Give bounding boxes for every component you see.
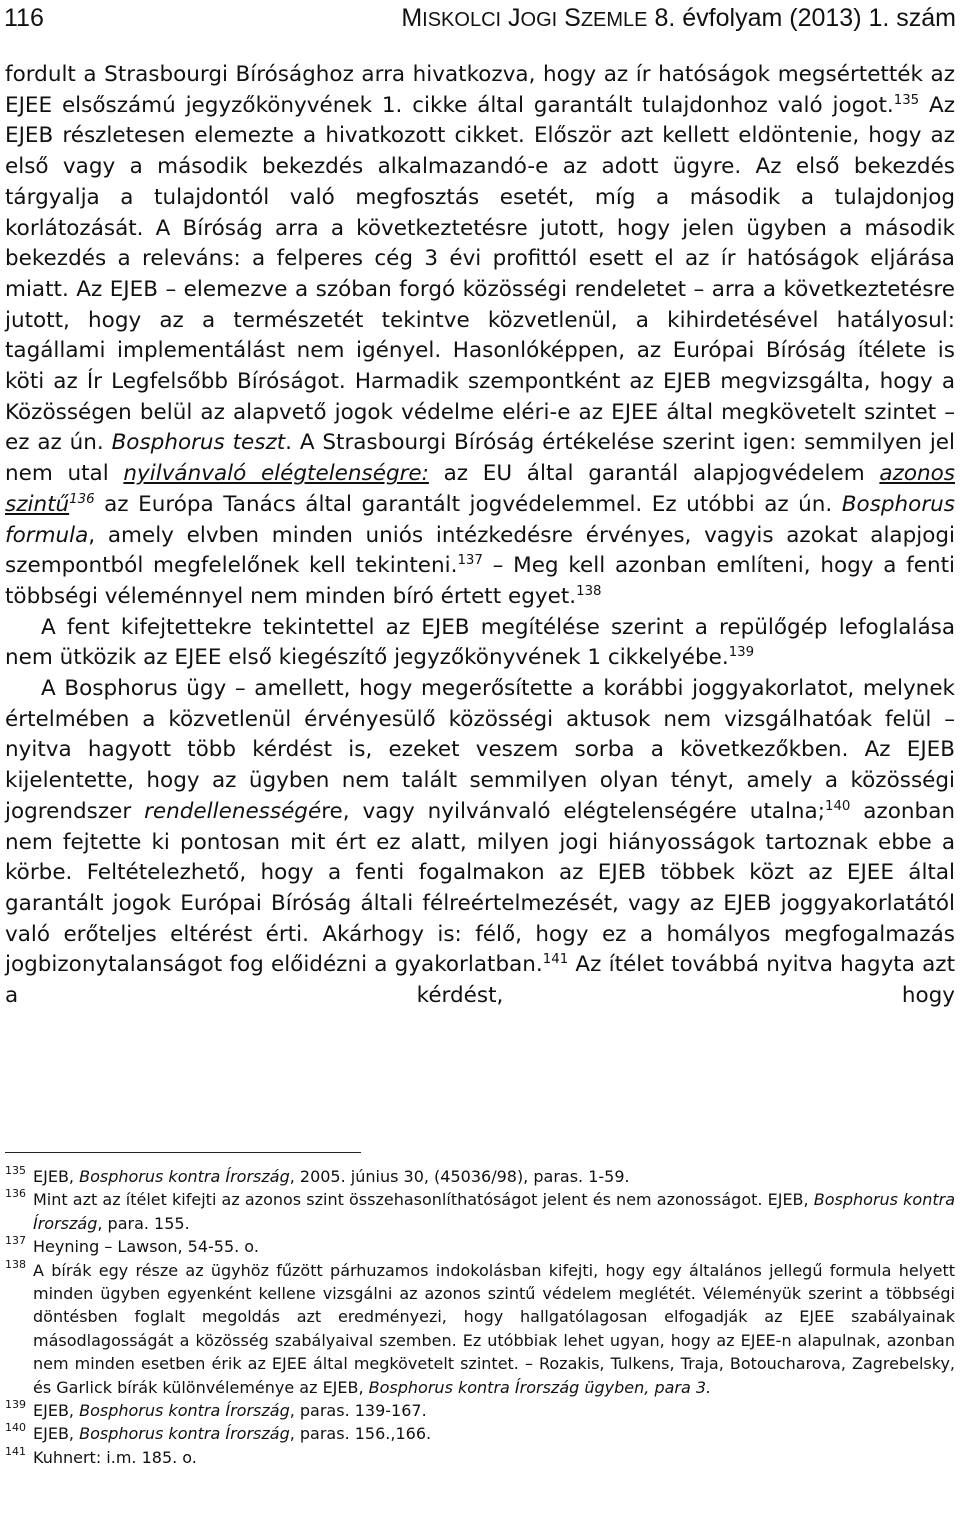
page-header bbox=[4, 4, 956, 36]
text-run: Az ítélet továbbá nyitva hagyta azt a kérdést, hogy bbox=[5, 952, 955, 1009]
text-run: az EU által garantál alapjogvédelem bbox=[428, 461, 880, 487]
footnote bbox=[5, 1446, 955, 1469]
italic-text: Bosphorus kontra Írország bbox=[33, 1190, 956, 1233]
text-run: Heyning – Lawson, 54-55. o. bbox=[33, 1237, 259, 1257]
text-run: , 2005. június 30, (45036/98), paras. 1-59. bbox=[289, 1167, 630, 1186]
text-run: az Európa Tanács által garantált jogvédelemmel. Ez utóbbi az ún. bbox=[94, 491, 842, 517]
text-run: EJEB, bbox=[33, 1401, 80, 1421]
paragraph bbox=[5, 60, 955, 613]
footnote-number: 137 bbox=[5, 1234, 26, 1248]
text-run: Mint azt az ítélet kifejti az azonos szint összehasonlíthatóságot jelent és nem azonosságot. EJEB, bbox=[33, 1190, 814, 1210]
footnote bbox=[5, 1235, 955, 1258]
text-run: re, vagy nyilvánvaló elégtelenségére utalna; bbox=[321, 798, 825, 824]
italic-text: rendellenességé bbox=[144, 798, 322, 824]
main-text bbox=[5, 60, 955, 1012]
italic-text: Bosphorus kontra Írország bbox=[79, 1424, 290, 1444]
italic-text: Bosphorus kontra Írország ügyben, para 3. bbox=[368, 1377, 712, 1397]
footnote-ref: 138 bbox=[576, 583, 602, 599]
text-run: . A Strasbourgi Bíróság értékelése szerint igen: semmilyen jel nem utal bbox=[5, 430, 956, 487]
paragraph bbox=[5, 613, 955, 674]
journal-title: MISKOLCI JOGI SZEMLE 8. évfolyam (2013) 1. szám bbox=[401, 4, 956, 32]
text-run: , paras. 156.,166. bbox=[289, 1424, 432, 1444]
page-number: 116 bbox=[4, 4, 44, 32]
text-run: EJEB, bbox=[33, 1424, 80, 1444]
text-run: fordult a Strasbourgi Bírósághoz arra hivatkozva, hogy az ír hatóságok megsértették az EJEE elsőszámú jegyzőkönyvének 1. cikke által garantált tulajdonhoz való jogot. bbox=[5, 62, 955, 118]
footnote-number: 140 bbox=[5, 1421, 26, 1435]
footnote bbox=[5, 1259, 955, 1399]
text-run: Az EJEB részletesen elemezte a hivatkozott cikket. Először azt kellett eldöntenie, hogy az első vagy a második bekezdés alkalmazandó-e az adott ügyre. Az első bekezdés tárgyalja a tulajdontól való megfosztás esetét, míg a második a tulajdonjog korlátozását. A Bíróság arra a következtetésre jutott, hogy jelen ügyben a második bekezdés a releváns: a felperes cég 3 évi profittól esett el az ír hatóságok eljárása miatt. Az EJEB – elemezve a szóban forgó közösségi rendeletet – arra a következtetésre jutott, hogy az a természetét tekintve közvetlenül, a kihirdetésével hatályosul: tagállami implementálást nem igényel. Hasonlóképpen, az Európai Bíróság ítélete is köti az Ír Legfelsőbb Bíróságot. Harmadik szempontként az EJEB megvizsgálta, hogy a Közösségen belül az alapvető jogok védelme eléri-e az EJEE által megkövetelt szintet – ez az ún. bbox=[5, 92, 956, 456]
footnote-number: 141 bbox=[5, 1444, 26, 1458]
italic-text: Bosphorus kontra Írország bbox=[79, 1401, 290, 1421]
footnote-ref: 137 bbox=[457, 553, 483, 568]
footnote-separator bbox=[5, 1152, 361, 1153]
text-run: Kuhnert: i.m. 185. o. bbox=[33, 1447, 197, 1467]
footnote-ref: 136 bbox=[69, 491, 95, 507]
text-run: – Meg kell azonban említeni, hogy a fenti többségi véleménnyel nem minden bíró értett egyet. bbox=[5, 553, 955, 609]
italic-text: Bosphorus kontra Írország bbox=[79, 1167, 290, 1186]
emphasis-text: nyilvánvaló elégtelenségre: bbox=[123, 461, 429, 487]
footnote-ref: 139 bbox=[728, 645, 755, 661]
footnote bbox=[5, 1399, 955, 1422]
text-run: , amely elvben minden uniós intézkedésre érvényes, vagyis azokat alapjogi szempontból megfelelőnek kell tekinteni. bbox=[5, 522, 955, 579]
italic-text: Bosphorus formula bbox=[5, 491, 955, 548]
emphasis-text: azonos szintű bbox=[5, 461, 955, 517]
text-run: , para. 155. bbox=[97, 1213, 190, 1233]
italic-text: Bosphorus teszt bbox=[111, 430, 286, 456]
text-run: A Bosphorus ügy – amellett, hogy megerősítette a korábbi joggyakorlatot, melynek értelmében a közvetlenül érvényesülő közösségi aktusok nem vizsgálhatóak felül – nyitva hagyott több kérdést is, ezeket veszem sorba a következőkben. Az EJEB kijelentette, hogy az ügyben nem talált semmilyen olyan tényt, amely a közösségi jogrendszer bbox=[5, 676, 955, 824]
text-run: , paras. 139-167. bbox=[289, 1401, 427, 1421]
text-run: A bírák egy része az ügyhöz fűzött párhuzamos indokolásban kifejti, hogy egy általános jellegű formula helyett minden ügyben egyenként kellene vizsgálni az azonos szintű védelem meglétét. Véleményük szerint a többségi döntésben foglalt megoldás azt eredményezi, hogy hallgatólagosan elfogadják az EJEE szabályainak másodlagosságát a közösség szabályaival szemben. Ez utóbbiak lehet ugyan, hogy az EJEE-n alapulnak, azonban nem minden esetben érik az EJEE által megkövetelt szintet. – Rozakis, Tulkens, Traja, Botoucharova, Zagrebelsky, és Garlick bírák különvéleménye az EJEB, bbox=[33, 1260, 955, 1397]
text-run: azonban nem fejtette ki pontosan mit ért ez alatt, milyen jogi hiányosságok tartoznak ebbe a körbe. Feltételezhető, hogy a fenti fogalmakon az EJEB többek közt az EJEE által garantált jogok Európai Bíróság általi félreértelmezését, vagy az EJEB joggyakorlatától való erőteljes eltérést érti. Akárhogy is: félő, hogy ez a homályos megfogalmazás jogbizonytalanságot fog előidézni a gyakorlatban. bbox=[5, 798, 955, 978]
paragraph bbox=[5, 674, 955, 1012]
footnotes bbox=[5, 1165, 955, 1469]
footnote-number: 138 bbox=[5, 1257, 26, 1271]
text-run: A fent kifejtettekre tekintettel az EJEB megítélése szerint a repülőgép lefoglalása nem ütközik az EJEE első kiegészítő jegyzőkönyvének 1 cikkelyébe. bbox=[5, 614, 955, 671]
footnote-ref: 141 bbox=[542, 952, 569, 968]
footnote bbox=[5, 1422, 955, 1445]
footnote-number: 135 bbox=[5, 1164, 26, 1177]
footnote-ref: 140 bbox=[824, 798, 851, 814]
footnote bbox=[5, 1188, 955, 1235]
footnote-ref: 135 bbox=[893, 92, 920, 108]
footnote-number: 139 bbox=[5, 1398, 26, 1412]
footnote-number: 136 bbox=[5, 1187, 26, 1201]
footnote bbox=[5, 1165, 955, 1188]
text-run: EJEB, bbox=[33, 1167, 80, 1186]
